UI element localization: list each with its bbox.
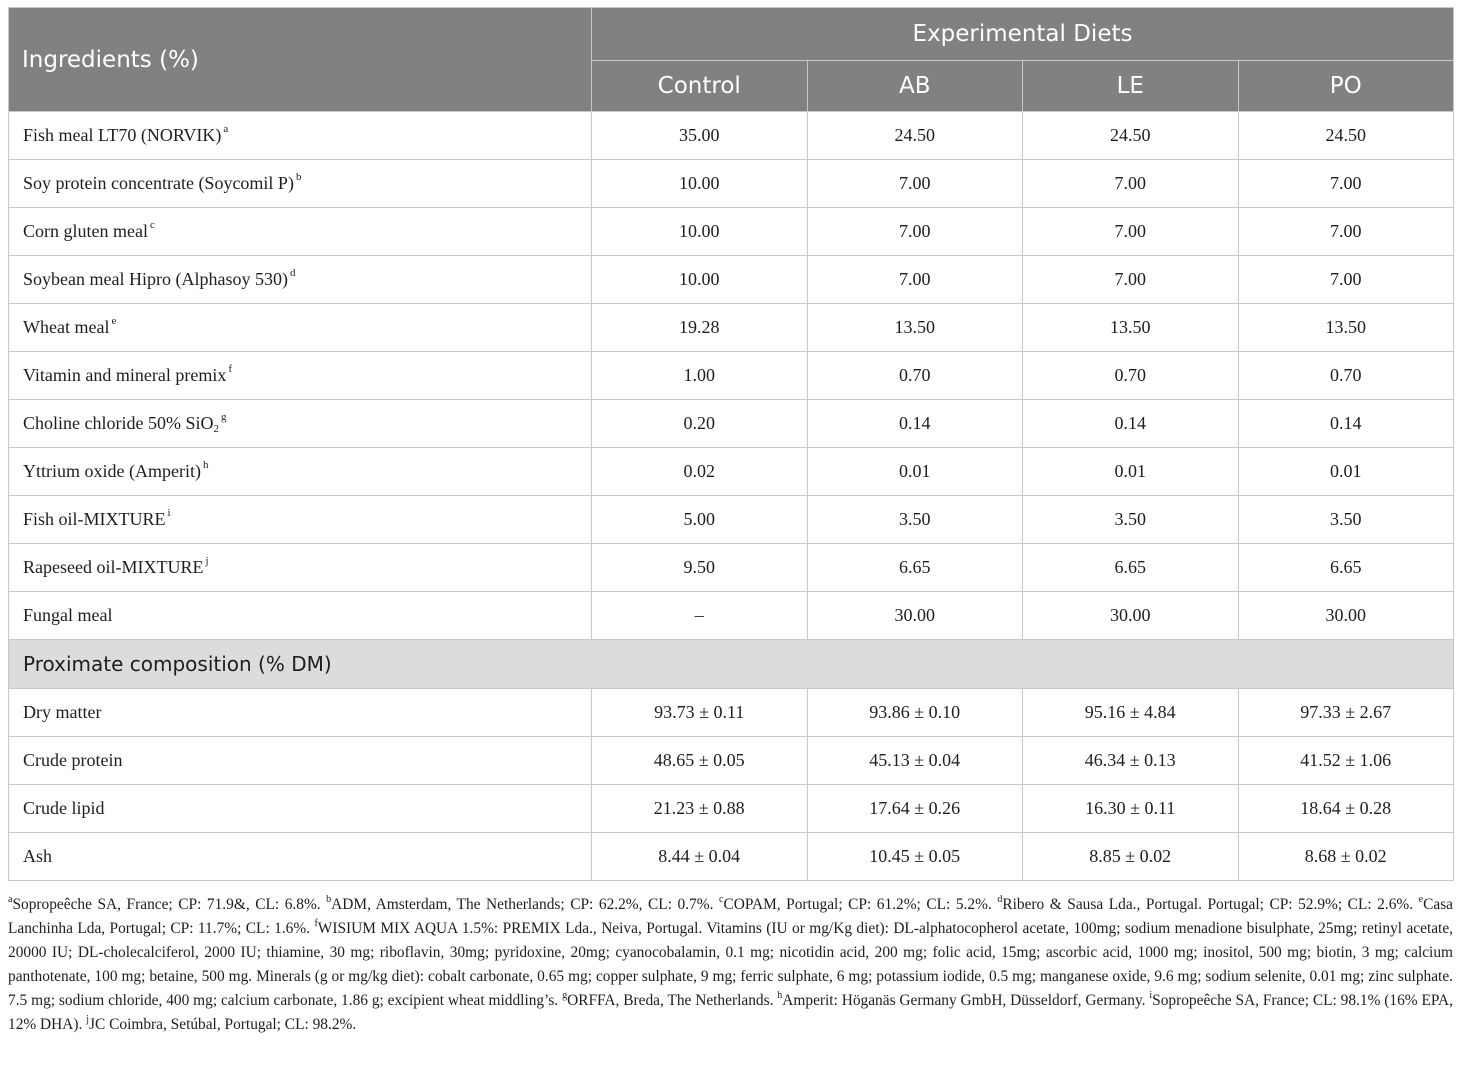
value-cell: 30.00 xyxy=(1023,592,1239,640)
value-cell: 7.00 xyxy=(1023,208,1239,256)
table-row xyxy=(9,160,1454,208)
footnote-marker: a xyxy=(223,123,229,135)
footnote-marker: g xyxy=(562,990,568,1001)
value-cell: 10.45 ± 0.05 xyxy=(807,833,1023,881)
ingredient-name-cell xyxy=(9,592,592,640)
footnote-marker: i xyxy=(167,507,171,519)
proximate-name: Crude protein xyxy=(9,737,592,785)
ingredient-name-cell xyxy=(9,112,592,160)
footnote-marker: d xyxy=(289,267,296,279)
table-row xyxy=(9,785,1454,833)
value-cell: 35.00 xyxy=(592,112,808,160)
footnote-text: Ribero & Sausa Lda., Portugal. Portugal; CP: 52.9%; CL: 2.6%. xyxy=(1002,896,1419,913)
footnote-marker: c xyxy=(718,894,724,905)
footnote-marker: g xyxy=(220,411,227,423)
value-cell: 1.00 xyxy=(592,352,808,400)
table-body xyxy=(9,112,1454,881)
value-cell: 41.52 ± 1.06 xyxy=(1238,737,1454,785)
ingredient-name-cell xyxy=(9,448,592,496)
table-row xyxy=(9,304,1454,352)
value-cell: 6.65 xyxy=(1238,544,1454,592)
ingredient-name-cell xyxy=(9,400,592,448)
ingredient-name-cell xyxy=(9,352,592,400)
section-row xyxy=(9,640,1454,689)
proximate-name: Crude lipid xyxy=(9,785,592,833)
value-cell: 7.00 xyxy=(1238,208,1454,256)
value-cell: 0.70 xyxy=(1238,352,1454,400)
value-cell: 95.16 ± 4.84 xyxy=(1023,689,1239,737)
ingredient-name-cell xyxy=(9,160,592,208)
value-cell: 0.70 xyxy=(1023,352,1239,400)
value-cell: 0.01 xyxy=(807,448,1023,496)
table-row xyxy=(9,448,1454,496)
ingredient-name: Fish oil-MIXTURE xyxy=(23,509,166,529)
diet-composition-table-wrapper xyxy=(8,7,1453,881)
footnote-marker: b xyxy=(295,171,302,183)
experimental-diets-header: Experimental Diets xyxy=(592,8,1454,61)
ingredient-name: Wheat meal xyxy=(23,317,110,337)
table-row xyxy=(9,496,1454,544)
ingredient-name: Vitamin and mineral premix xyxy=(23,365,227,385)
ingredient-name: Soybean meal Hipro (Alphasoy 530) xyxy=(23,269,288,289)
ingredient-name: Fungal meal xyxy=(23,605,113,625)
diet-header-ab: AB xyxy=(807,61,1023,112)
table-row xyxy=(9,833,1454,881)
value-cell: 21.23 ± 0.88 xyxy=(592,785,808,833)
footnote-text: ORFFA, Breda, The Netherlands. xyxy=(567,992,778,1009)
table-row xyxy=(9,544,1454,592)
value-cell: 3.50 xyxy=(807,496,1023,544)
value-cell: 5.00 xyxy=(592,496,808,544)
table-row xyxy=(9,208,1454,256)
value-cell: 7.00 xyxy=(1023,256,1239,304)
ingredient-name: Fish meal LT70 (NORVIK) xyxy=(23,125,222,145)
value-cell: 24.50 xyxy=(807,112,1023,160)
ingredient-name: Soy protein concentrate (Soycomil P) xyxy=(23,173,294,193)
footnote-marker: h xyxy=(202,459,209,471)
value-cell: 6.65 xyxy=(1023,544,1239,592)
value-cell: 30.00 xyxy=(807,592,1023,640)
footnote-marker: h xyxy=(777,990,783,1001)
ingredient-name: Yttrium oxide (Amperit) xyxy=(23,461,201,481)
table-row xyxy=(9,112,1454,160)
table-header xyxy=(9,8,1454,112)
value-cell: 10.00 xyxy=(592,160,808,208)
value-cell: 0.14 xyxy=(1023,400,1239,448)
table-row xyxy=(9,737,1454,785)
footnote-marker: e xyxy=(1418,894,1424,905)
value-cell: 9.50 xyxy=(592,544,808,592)
value-cell: 7.00 xyxy=(807,160,1023,208)
value-cell: 0.20 xyxy=(592,400,808,448)
diet-header-po: PO xyxy=(1238,61,1454,112)
footnote-text: Casa Lanchinha Lda, Portugal; CP: 11.7%; CL: 1.6%. xyxy=(8,896,1454,937)
footnote-text: Sopropeêche SA, France; CL: 98.1% (16% EPA, 12% DHA). xyxy=(8,992,1453,1033)
footnote-marker: j xyxy=(86,1014,90,1025)
value-cell: 0.14 xyxy=(807,400,1023,448)
value-cell: 16.30 ± 0.11 xyxy=(1023,785,1239,833)
value-cell: 3.50 xyxy=(1238,496,1454,544)
proximate-name: Ash xyxy=(9,833,592,881)
value-cell: 13.50 xyxy=(1023,304,1239,352)
ingredient-name-cell xyxy=(9,544,592,592)
value-cell: 24.50 xyxy=(1238,112,1454,160)
footnote-marker: b xyxy=(326,894,332,905)
table-row xyxy=(9,592,1454,640)
ingredient-name-cell xyxy=(9,496,592,544)
value-cell: 13.50 xyxy=(807,304,1023,352)
proximate-section-title: Proximate composition (% DM) xyxy=(9,640,1454,689)
footnote-marker: f xyxy=(228,363,233,375)
value-cell: 7.00 xyxy=(1023,160,1239,208)
value-cell: 0.02 xyxy=(592,448,808,496)
value-cell: 93.86 ± 0.10 xyxy=(807,689,1023,737)
value-cell: 0.01 xyxy=(1023,448,1239,496)
value-cell: 18.64 ± 0.28 xyxy=(1238,785,1454,833)
footnote-marker: a xyxy=(8,894,13,905)
footnote-text: Sopropeêche SA, France; CP: 71.9&, CL: 6.8%. xyxy=(12,896,327,913)
value-cell: 7.00 xyxy=(807,208,1023,256)
footnote-text: Amperit: Höganäs Germany GmbH, Düsseldorf, Germany. xyxy=(782,992,1150,1009)
value-cell: 13.50 xyxy=(1238,304,1454,352)
footnote-text: JC Coimbra, Setúbal, Portugal; CL: 98.2%. xyxy=(89,1016,357,1033)
value-cell: 7.00 xyxy=(1238,256,1454,304)
value-cell: 6.65 xyxy=(807,544,1023,592)
footnote-marker: i xyxy=(1149,990,1153,1001)
value-cell: 10.00 xyxy=(592,208,808,256)
ingredient-name-cell xyxy=(9,256,592,304)
value-cell: 8.85 ± 0.02 xyxy=(1023,833,1239,881)
value-cell: 46.34 ± 0.13 xyxy=(1023,737,1239,785)
value-cell: 3.50 xyxy=(1023,496,1239,544)
ingredient-subscript: 2 xyxy=(213,423,219,435)
footnote-text: COPAM, Portugal; CP: 61.2%; CL: 5.2%. xyxy=(723,896,998,913)
value-cell: 7.00 xyxy=(1238,160,1454,208)
value-cell: 7.00 xyxy=(807,256,1023,304)
ingredient-name-cell xyxy=(9,208,592,256)
diet-composition-table xyxy=(8,7,1454,881)
value-cell: 19.28 xyxy=(592,304,808,352)
value-cell: – xyxy=(592,592,808,640)
footnote-marker: j xyxy=(205,555,209,567)
ingredients-header: Ingredients (%) xyxy=(9,8,592,112)
ingredient-name-cell xyxy=(9,304,592,352)
footnote-marker: f xyxy=(314,918,318,929)
ingredient-name: Corn gluten meal xyxy=(23,221,148,241)
table-row xyxy=(9,352,1454,400)
value-cell: 24.50 xyxy=(1023,112,1239,160)
value-cell: 93.73 ± 0.11 xyxy=(592,689,808,737)
footnote-marker: e xyxy=(111,315,117,327)
proximate-name: Dry matter xyxy=(9,689,592,737)
value-cell: 17.64 ± 0.26 xyxy=(807,785,1023,833)
footnote-text: ADM, Amsterdam, The Netherlands; CP: 62.2%, CL: 0.7%. xyxy=(331,896,719,913)
value-cell: 48.65 ± 0.05 xyxy=(592,737,808,785)
table-row xyxy=(9,256,1454,304)
value-cell: 8.44 ± 0.04 xyxy=(592,833,808,881)
ingredient-name: Rapeseed oil-MIXTURE xyxy=(23,557,204,577)
table-row xyxy=(9,689,1454,737)
footnote-text: WISIUM MIX AQUA 1.5%: PREMIX Lda., Neiva, Portugal. Vitamins (IU or mg/Kg diet): DL-alphatocopherol acetate, 100mg; sodium menadione bisulphate, 25mg; retinyl acetate, 20000 IU; DL-cholecalciferol, 2000 IU; thiamine, 30 mg; riboflavin, 30mg; pyridoxine, 20mg; cyanocobalamin, 0.1 mg; nicotidin acid, 200 mg; folic acid, 15mg; ascorbic acid, 1000 mg; inositol, 500 mg; biotin, 3 mg; calcium panthotenate, 100 mg; betaine, 500 mg. Minerals (g or mg/kg diet): cobalt carbonate, 0.65 mg; copper sulphate, 9 mg; ferric sulphate, 6 mg; potassium iodide, 0.5 mg; manganese oxide, 9.6 mg; sodium selenite, 0.01 mg; zinc sulphate. 7.5 mg; sodium chloride, 400 mg; calcium carbonate, 1.86 g; excipient wheat middling’s. xyxy=(8,920,1454,1009)
ingredient-name: Choline chloride 50% SiO xyxy=(23,413,214,433)
value-cell: 30.00 xyxy=(1238,592,1454,640)
diet-header-control: Control xyxy=(592,61,808,112)
value-cell: 45.13 ± 0.04 xyxy=(807,737,1023,785)
diet-header-le: LE xyxy=(1023,61,1239,112)
table-row xyxy=(9,400,1454,448)
value-cell: 8.68 ± 0.02 xyxy=(1238,833,1454,881)
value-cell: 0.70 xyxy=(807,352,1023,400)
footnote-marker: c xyxy=(149,219,155,231)
value-cell: 97.33 ± 2.67 xyxy=(1238,689,1454,737)
table-footnotes xyxy=(8,893,1453,1037)
value-cell: 0.01 xyxy=(1238,448,1454,496)
value-cell: 0.14 xyxy=(1238,400,1454,448)
value-cell: 10.00 xyxy=(592,256,808,304)
footnote-marker: d xyxy=(997,894,1003,905)
